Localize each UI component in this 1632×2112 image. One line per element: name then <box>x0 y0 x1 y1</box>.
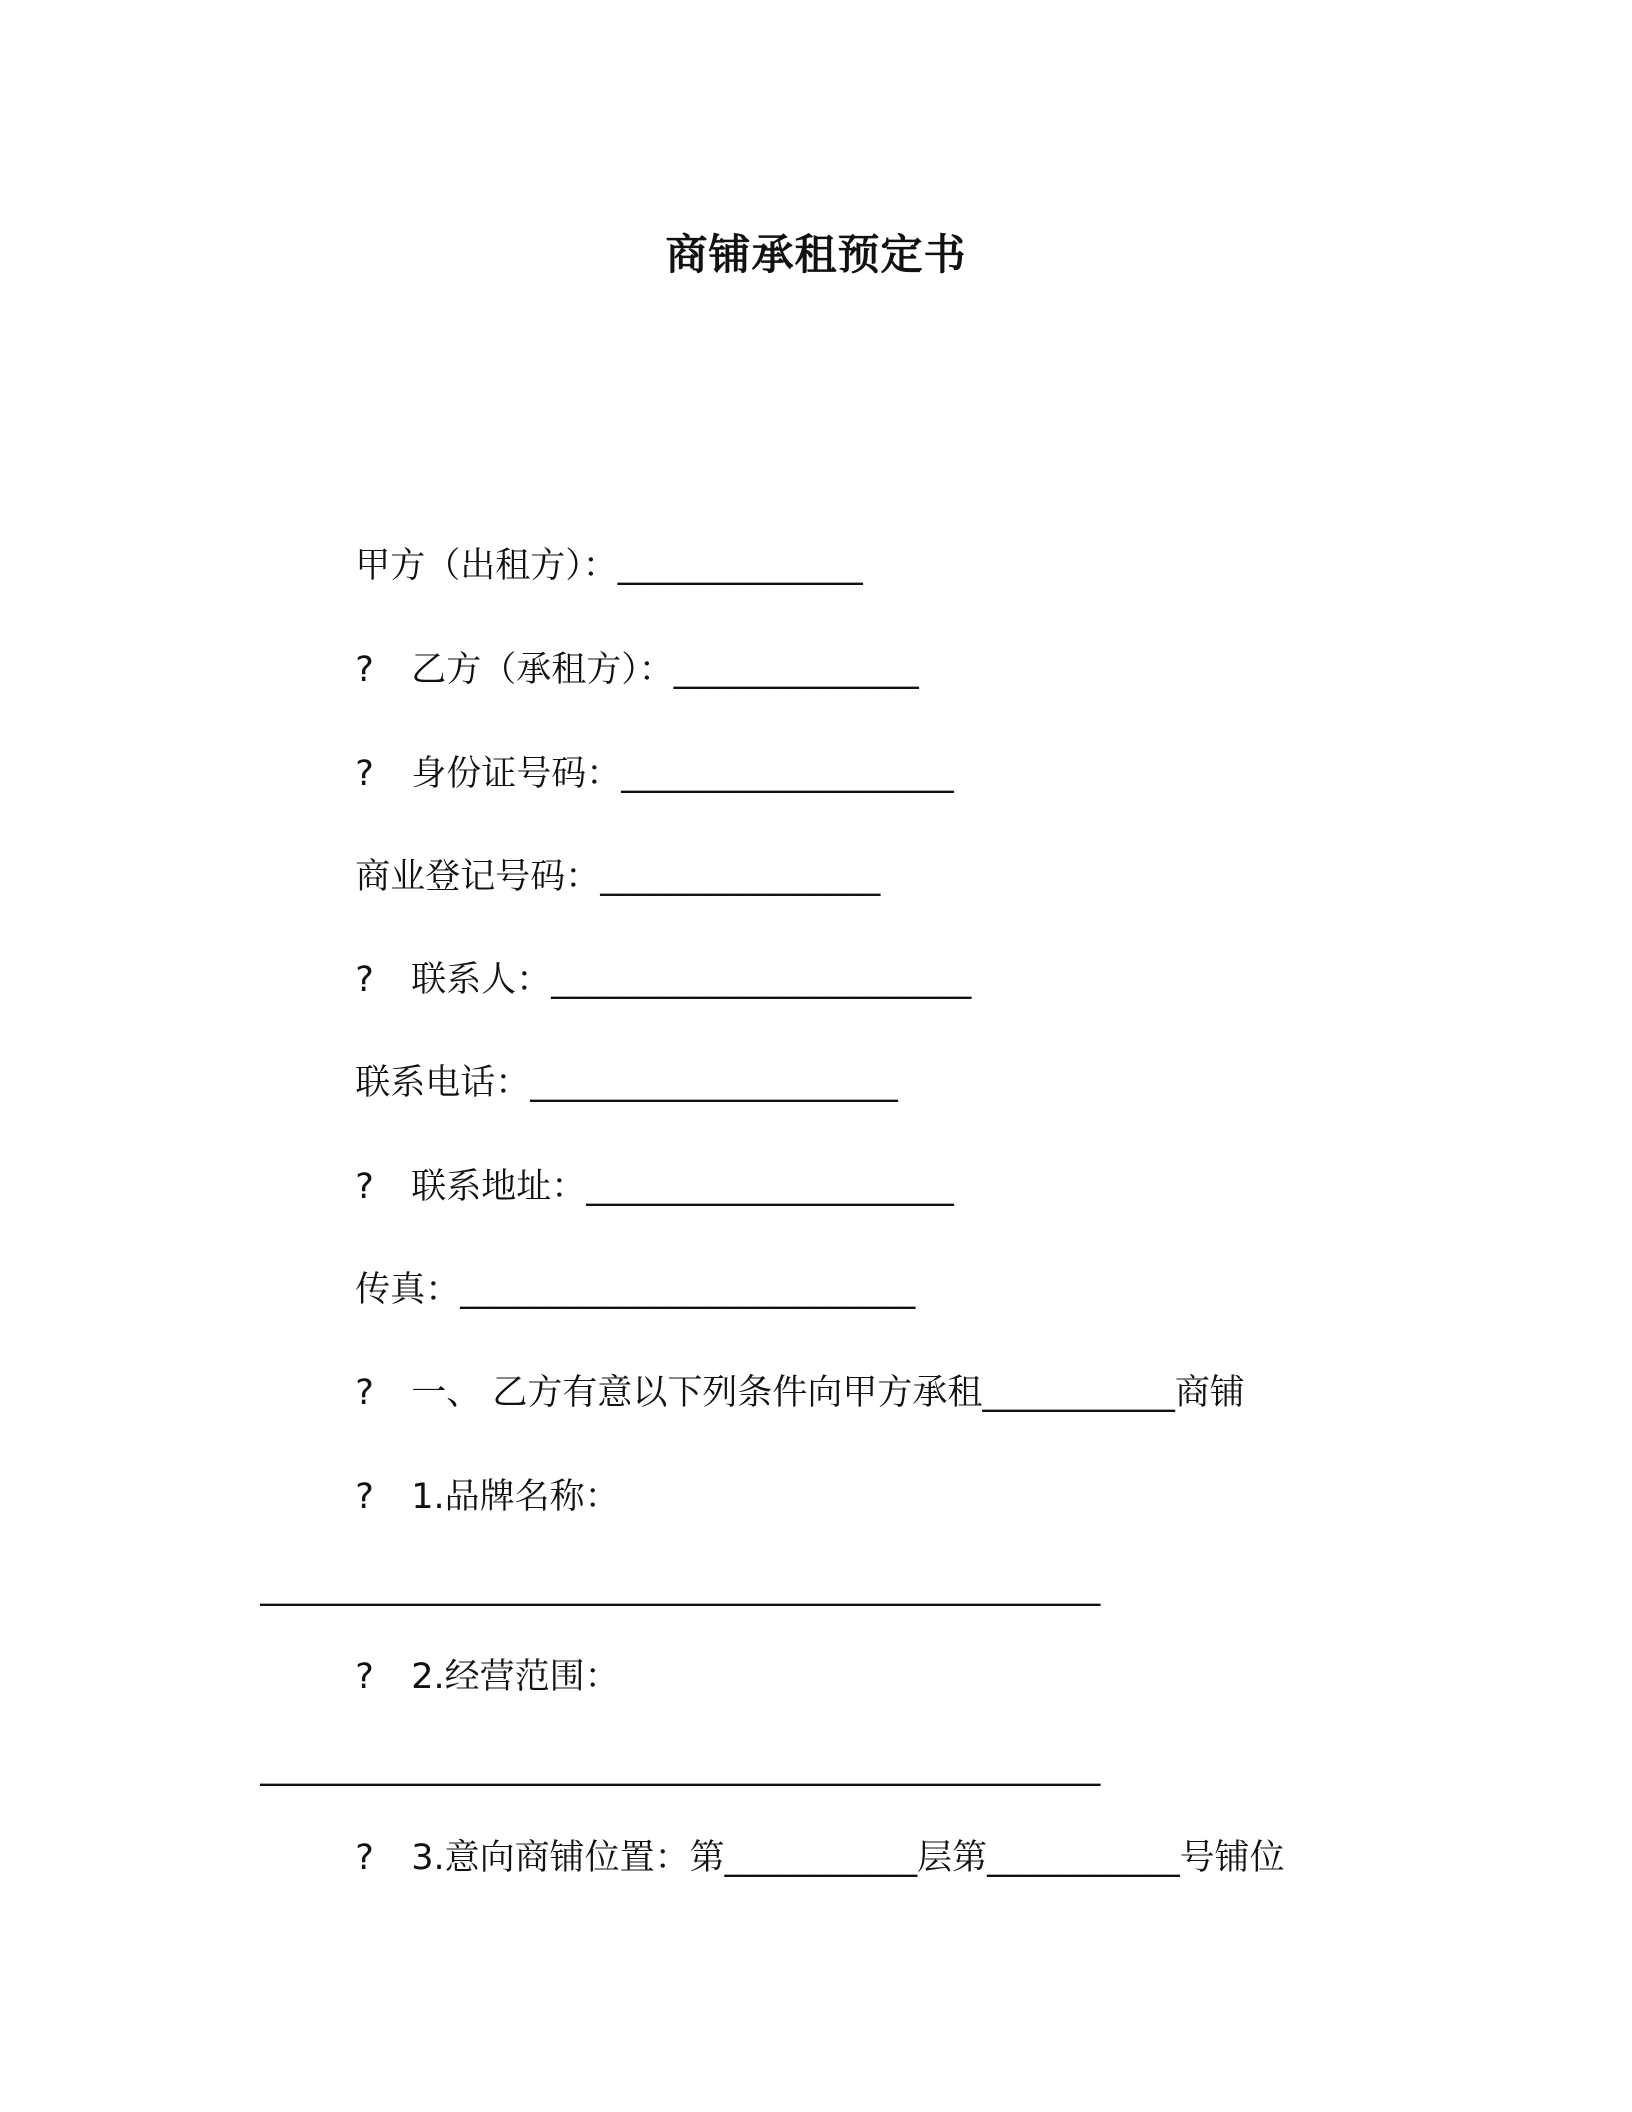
contact-phone-line <box>333 1011 898 1107</box>
line-text: 商业登记号码：________________ <box>355 857 881 897</box>
contact-address-line <box>333 1115 954 1211</box>
business-scope-line <box>333 1605 620 1701</box>
document-title: 商铺承租预定书 <box>665 230 967 279</box>
line-text: 2.经营范围： <box>411 1657 620 1697</box>
id-number-line <box>333 702 954 798</box>
bullet-marker: ? <box>355 650 374 690</box>
line-text: 3.意向商铺位置：第___________层第___________号铺位 <box>411 1838 1285 1878</box>
contact-person-line <box>333 908 971 1004</box>
line-text: ________________________________________________ <box>260 1567 1101 1607</box>
brand-name-line <box>333 1425 620 1521</box>
line-text: ________________________________________________ <box>260 1747 1101 1787</box>
line-text: 一、 乙方有意以下列条件向甲方承租___________商铺 <box>411 1373 1245 1413</box>
bullet-marker: ? <box>355 1373 374 1413</box>
bullet-marker: ? <box>355 960 374 1000</box>
bullet-marker: ? <box>355 1167 374 1207</box>
party-b-line <box>333 598 919 694</box>
line-text: 联系地址：_____________________ <box>411 1167 954 1207</box>
business-scope-blank <box>238 1695 1100 1791</box>
brand-name-blank <box>238 1515 1100 1611</box>
shop-location-line <box>333 1786 1285 1882</box>
party-a-line <box>333 494 863 590</box>
bullet-marker: ? <box>355 1657 374 1697</box>
business-reg-line <box>333 805 880 901</box>
fax-line <box>333 1218 915 1314</box>
line-text: 传真：__________________________ <box>355 1270 916 1310</box>
bullet-marker: ? <box>355 1838 374 1878</box>
line-text: 联系人：________________________ <box>411 960 972 1000</box>
line-text: 乙方（承租方）：______________ <box>411 650 919 690</box>
bullet-marker: ? <box>355 754 374 794</box>
line-text: 身份证号码：___________________ <box>411 754 954 794</box>
line-text: 甲方（出租方）：______________ <box>355 546 863 586</box>
line-text: 1.品牌名称： <box>411 1477 620 1517</box>
line-text: 联系电话：_____________________ <box>355 1063 898 1103</box>
bullet-marker: ? <box>355 1477 374 1517</box>
section-one-line <box>333 1321 1245 1417</box>
